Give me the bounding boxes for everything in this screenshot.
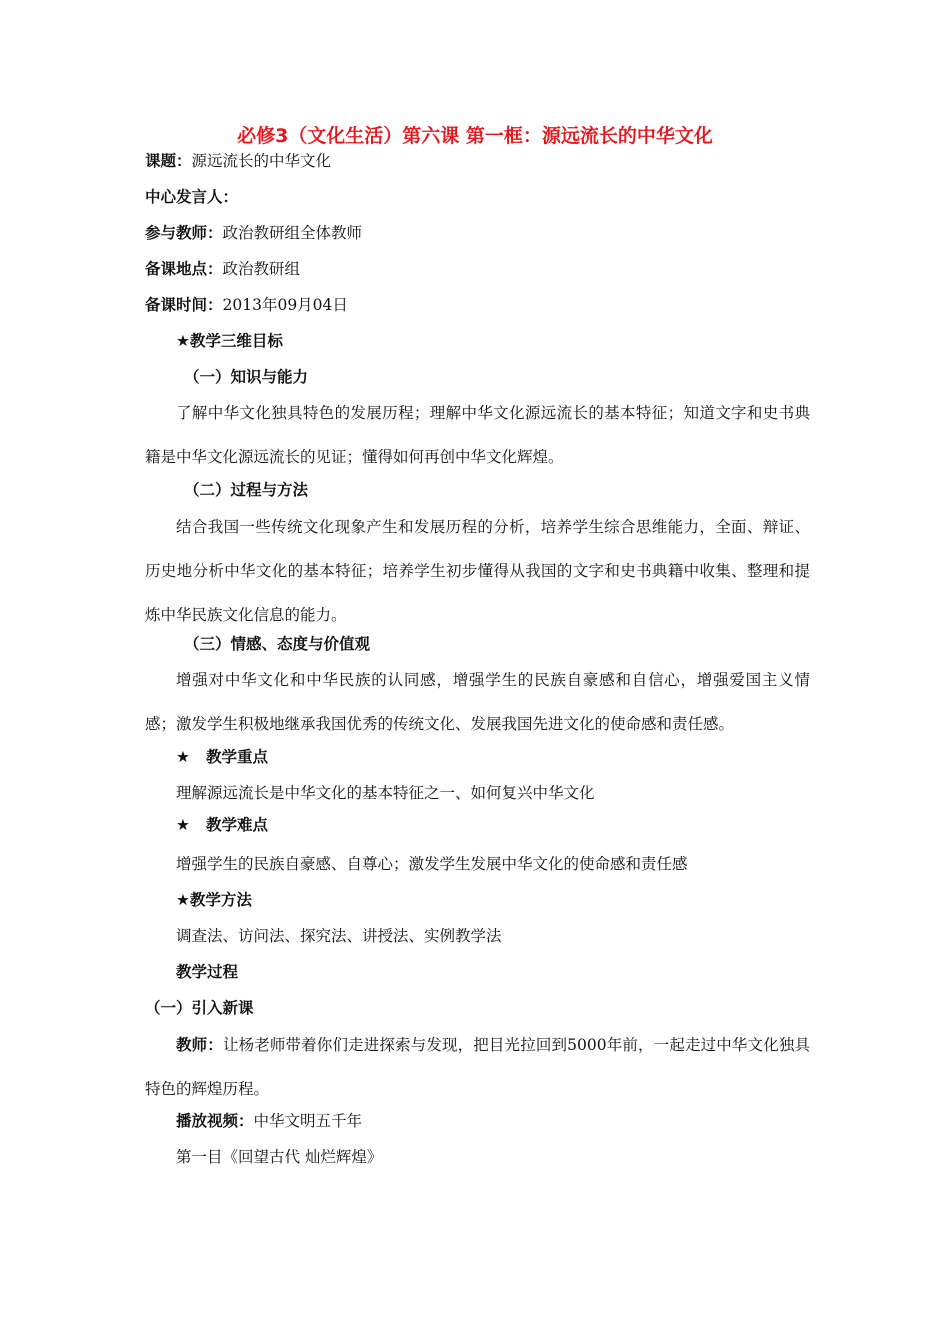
meta-time-value: 2013年09月04日 [222,296,348,314]
difficult-heading: 教学难点 [206,816,269,834]
meta-teachers [145,222,810,244]
meta-speaker-label: 中心发言人： [145,188,239,206]
key-text: 理解源远流长是中华文化的基本特征之一、如何复兴中华文化 [176,784,595,802]
difficult-star-icon: ★ [176,816,190,834]
video-label: 播放视频： [176,1112,254,1130]
goal3-heading: （三）情感、态度与价值观 [184,635,371,653]
method-heading: ★教学方法 [176,891,252,909]
difficult-heading-row [176,814,810,836]
difficult-text: 增强学生的民族自豪感、自尊心；激发学生发展中华文化的使命感和责任感 [176,855,688,873]
video-line [176,1110,810,1132]
meta-topic [145,150,810,172]
meta-location-label: 备课地点： [145,260,223,278]
key-heading: 教学重点 [206,748,269,766]
episode-text: 第一目《回望古代 灿烂辉煌》 [176,1148,383,1166]
goals-heading: ★教学三维目标 [176,332,283,350]
video-text: 中华文明五千年 [253,1112,363,1130]
meta-time [145,294,810,316]
meta-location [145,258,810,280]
meta-location-value: 政治教研组 [222,260,301,278]
step1-heading: （一）引入新课 [145,999,254,1017]
goal1-heading: （一）知识与能力 [184,368,309,386]
meta-teachers-label: 参与教师： [145,224,223,242]
meta-topic-value: 源远流长的中华文化 [191,152,332,170]
teacher-label: 教师： [176,1036,223,1054]
meta-teachers-value: 政治教研组全体教师 [222,224,363,242]
goal2-heading: （二）过程与方法 [184,481,309,499]
key-star-icon: ★ [176,748,190,766]
method-text: 调查法、访问法、探究法、讲授法、实例教学法 [176,927,502,945]
teacher-text: 让杨老师带着你们走进探索与发现，把目光拉回到5000年前，一起走过中华文化独具特色的辉煌历程。 [145,1036,810,1098]
goal1-text: 了解中华文化独具特色的发展历程；理解中华文化源远流长的基本特征；知道文字和史书典籍是中华文化源远流长的见证；懂得如何再创中华文化辉煌。 [145,404,810,466]
teacher-paragraph [145,1023,810,1111]
meta-speaker [145,186,810,208]
goal2-text: 结合我国一些传统文化现象产生和发展历程的分析，培养学生综合思维能力，全面、辩证、历史地分析中华文化的基本特征；培养学生初步懂得从我国的文字和史书典籍中收集、整理和提炼中华民族文化信息的能力。 [145,518,810,624]
process-heading: 教学过程 [176,963,239,981]
document-title: 必修3（文化生活）第六课 第一框：源远流长的中华文化 [237,125,713,147]
meta-topic-label: 课题： [145,152,192,170]
meta-time-label: 备课时间： [145,296,223,314]
key-heading-row [176,746,810,768]
goal3-text: 增强对中华文化和中华民族的认同感，增强学生的民族自豪感和自信心，增强爱国主义情感；激发学生积极地继承我国优秀的传统文化、发展我国先进文化的使命感和责任感。 [145,671,810,733]
